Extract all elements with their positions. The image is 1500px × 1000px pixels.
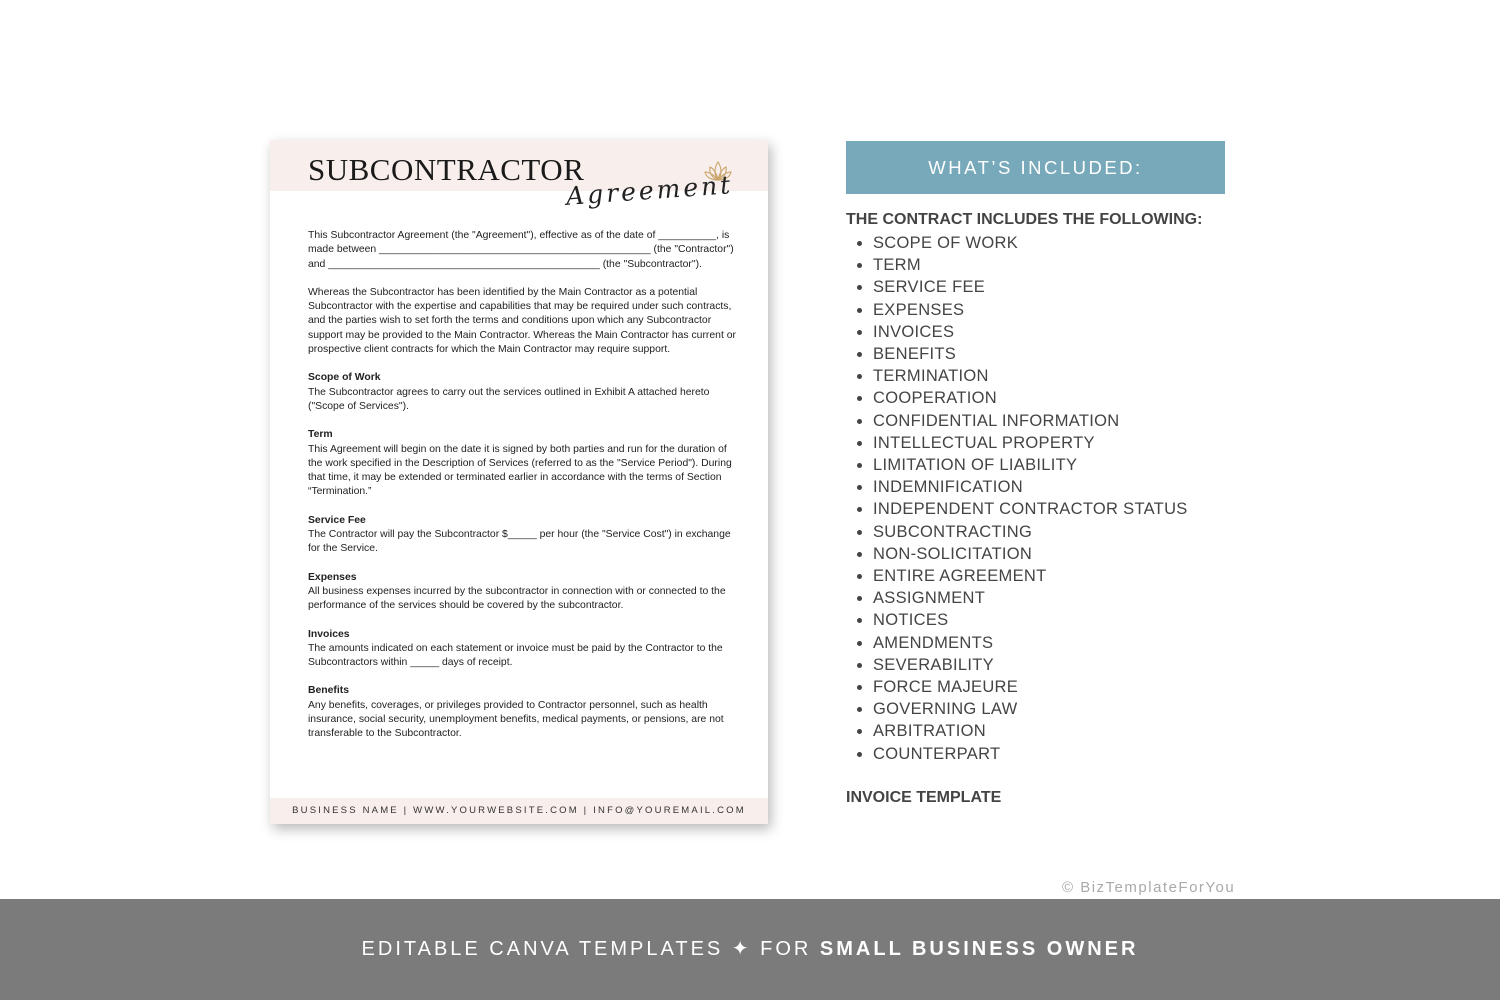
document-footer: BUSINESS NAME | WWW.YOURWEBSITE.COM | INFO@YOUREMAIL.COM [270, 798, 768, 824]
section [308, 684, 736, 741]
section-text: The amounts indicated on each statement or invoice must be paid by the Contractor to the Subcontractors within _____ days of receipt. [308, 642, 723, 669]
list-item: • ARBITRATION [873, 720, 1188, 742]
section-title: Benefits [308, 685, 349, 697]
section [308, 628, 736, 671]
list-item: • BENEFITS [873, 343, 1188, 365]
list-item: • TERM [873, 254, 1188, 276]
section-title: Expenses [308, 571, 357, 583]
list-item: • EXPENSES [873, 299, 1188, 321]
section-title: Scope of Work [308, 372, 381, 384]
list-item: • INDEMNIFICATION [873, 476, 1188, 498]
footer-bar [0, 899, 1500, 1000]
document-script-title: Agreement [565, 170, 735, 211]
footer-bar-prefix: EDITABLE CANVA TEMPLATES ✦ FOR [361, 938, 820, 960]
list-item: • COUNTERPART [873, 743, 1188, 765]
whereas-paragraph: Whereas the Subcontractor has been identified by the Main Contractor as a potential Subcontractor with the expertise and capabilities that may be required under such contracts, and the parties wish to set forth the terms and conditions upon which any Subcontractor support may be provided to the Main Contractor. Whereas the Main Contractor has current or prospective client contracts for which the Main Contractor may require support. [308, 286, 736, 356]
section-title: Service Fee [308, 514, 366, 526]
list-item: • INDEPENDENT CONTRACTOR STATUS [873, 498, 1188, 520]
list-item: • INVOICES [873, 321, 1188, 343]
list-item: • COOPERATION [873, 387, 1188, 409]
list-item: • SCOPE OF WORK [873, 232, 1188, 254]
section-title: Term [308, 429, 333, 441]
includes-list [846, 232, 1188, 765]
invoice-template-label: INVOICE TEMPLATE [846, 789, 1002, 806]
list-item: • GOVERNING LAW [873, 698, 1188, 720]
whats-included-banner: WHAT’S INCLUDED: [846, 141, 1225, 194]
footer-bar-emphasis: SMALL BUSINESS OWNER [819, 938, 1139, 960]
section [308, 428, 736, 499]
section-text: The Subcontractor agrees to carry out the services outlined in Exhibit A attached hereto ("Scope of Services"). [308, 386, 710, 412]
list-item: • NOTICES [873, 609, 1188, 631]
list-item: • SEVERABILITY [873, 654, 1188, 676]
includes-heading: THE CONTRACT INCLUDES THE FOLLOWING: [846, 211, 1203, 228]
list-item: • LIMITATION OF LIABILITY [873, 454, 1188, 476]
document-title: SUBCONTRACTOR [308, 152, 585, 187]
section [308, 514, 736, 557]
list-item: • ENTIRE AGREEMENT [873, 565, 1188, 587]
document-preview [270, 140, 768, 824]
section-text: Any benefits, coverages, or privileges provided to Contractor personnel, such as health insurance, social security, unemployment benefits, medical payments, or pensions, are not transferable to the Subcontractor. [308, 699, 724, 740]
intro-paragraph: This Subcontractor Agreement (the "Agreement"), effective as of the date of __________, is made between _______________________________________________ (the "Contractor") and _______________________________________________ (the "Subcontractor"). [308, 230, 734, 270]
section [308, 371, 736, 414]
copyright-text: © BizTemplateForYou [1062, 879, 1236, 896]
list-item: • SERVICE FEE [873, 276, 1188, 298]
list-item: • ASSIGNMENT [873, 587, 1188, 609]
list-item: • AMENDMENTS [873, 632, 1188, 654]
section-text: All business expenses incurred by the subcontractor in connection with or connected to the performance of the services should be covered by the subcontractor. [308, 585, 726, 612]
list-item: • INTELLECTUAL PROPERTY [873, 432, 1188, 454]
section-title: Invoices [308, 628, 350, 640]
list-item: • CONFIDENTIAL INFORMATION [873, 410, 1188, 432]
list-item: • FORCE MAJEURE [873, 676, 1188, 698]
document-body [308, 229, 736, 756]
list-item: • NON-SOLICITATION [873, 543, 1188, 565]
section [308, 571, 736, 614]
list-item: • TERMINATION [873, 365, 1188, 387]
list-item: • SUBCONTRACTING [873, 521, 1188, 543]
section-text: The Contractor will pay the Subcontractor $_____ per hour (the "Service Cost") in exchange for the Service. [308, 529, 731, 555]
section-text: This Agreement will begin on the date it is signed by both parties and run for the duration of the work specified in the Description of Services (referred to as the "Service Period"). During that time, it may be extended or terminated earlier in accordance with the terms of Section “Termination.” [308, 443, 732, 498]
